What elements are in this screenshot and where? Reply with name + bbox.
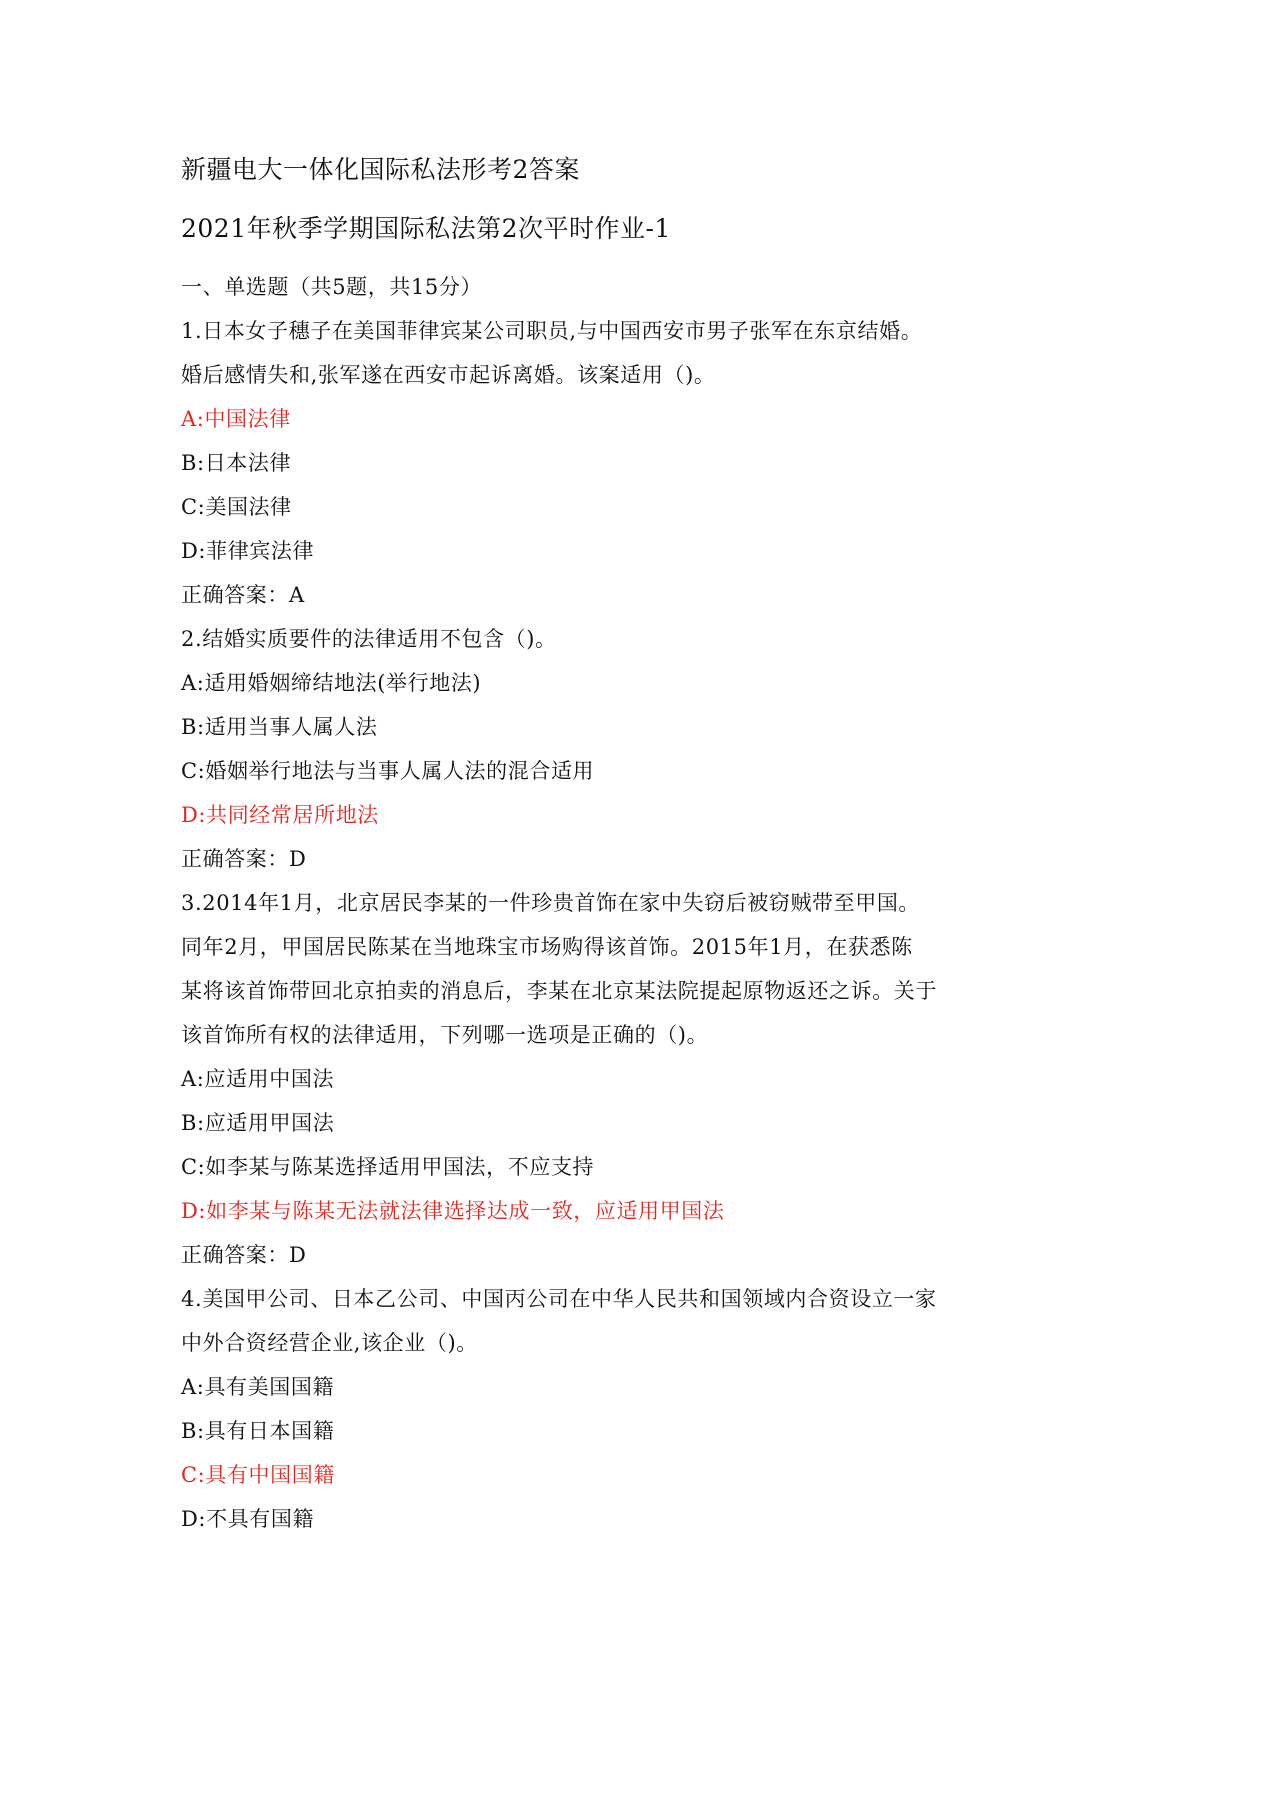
question-1-stem-line-2: 婚后感情失和,张军遂在西安市起诉离婚。该案适用（)。 — [181, 363, 716, 387]
question-2-option-a: A:适用婚姻缔结地法(举行地法) — [181, 671, 482, 695]
question-3-stem-line-1: 3.2014年1月，北京居民李某的一件珍贵首饰在家中失窃后被窃贼带至甲国。 — [181, 891, 921, 915]
question-1-stem-line-1: 1.日本女子穗子在美国菲律宾某公司职员,与中国西安市男子张军在东京结婚。 — [181, 319, 923, 343]
question-2-option-d-correct: D:共同经常居所地法 — [181, 803, 379, 827]
document-subtitle: 2021年秋季学期国际私法第2次平时作业-1 — [181, 214, 671, 243]
question-4-option-d: D:不具有国籍 — [181, 1507, 315, 1531]
section-heading: 一、单选题（共5题，共15分） — [181, 275, 483, 299]
question-3-stem-line-4: 该首饰所有权的法律适用，下列哪一选项是正确的（)。 — [181, 1023, 709, 1047]
question-3-stem-line-3: 某将该首饰带回北京拍卖的消息后，李某在北京某法院提起原物返还之诉。关于 — [181, 979, 937, 1003]
question-2-stem-line-1: 2.结婚实质要件的法律适用不包含（)。 — [181, 627, 557, 651]
question-2-option-b: B:适用当事人属人法 — [181, 715, 378, 739]
question-3-answer: 正确答案：D — [181, 1243, 307, 1267]
question-4-stem-line-2: 中外合资经营企业,该企业（)。 — [181, 1331, 478, 1355]
question-3-option-d-correct: D:如李某与陈某无法就法律选择达成一致，应适用甲国法 — [181, 1199, 725, 1223]
question-4-option-a: A:具有美国国籍 — [181, 1375, 335, 1399]
question-3-option-c: C:如李某与陈某选择适用甲国法，不应支持 — [181, 1155, 595, 1179]
question-1-option-d: D:菲律宾法律 — [181, 539, 315, 563]
question-1-option-c: C:美国法律 — [181, 495, 292, 519]
question-1-answer: 正确答案：A — [181, 583, 305, 607]
question-4-option-b: B:具有日本国籍 — [181, 1419, 335, 1443]
question-1-option-b: B:日本法律 — [181, 451, 292, 475]
question-4-stem-line-1: 4.美国甲公司、日本乙公司、中国丙公司在中华人民共和国领域内合资设立一家 — [181, 1287, 937, 1311]
document-title: 新疆电大一体化国际私法形考2答案 — [181, 155, 580, 184]
question-3-option-a: A:应适用中国法 — [181, 1067, 335, 1091]
question-4-option-c-correct: C:具有中国国籍 — [181, 1463, 335, 1487]
question-1-option-a-correct: A:中国法律 — [181, 407, 291, 431]
question-3-stem-line-2: 同年2月，甲国居民陈某在当地珠宝市场购得该首饰。2015年1月，在获悉陈 — [181, 935, 913, 959]
question-3-option-b: B:应适用甲国法 — [181, 1111, 335, 1135]
question-2-option-c: C:婚姻举行地法与当事人属人法的混合适用 — [181, 759, 595, 783]
question-2-answer: 正确答案：D — [181, 847, 307, 871]
